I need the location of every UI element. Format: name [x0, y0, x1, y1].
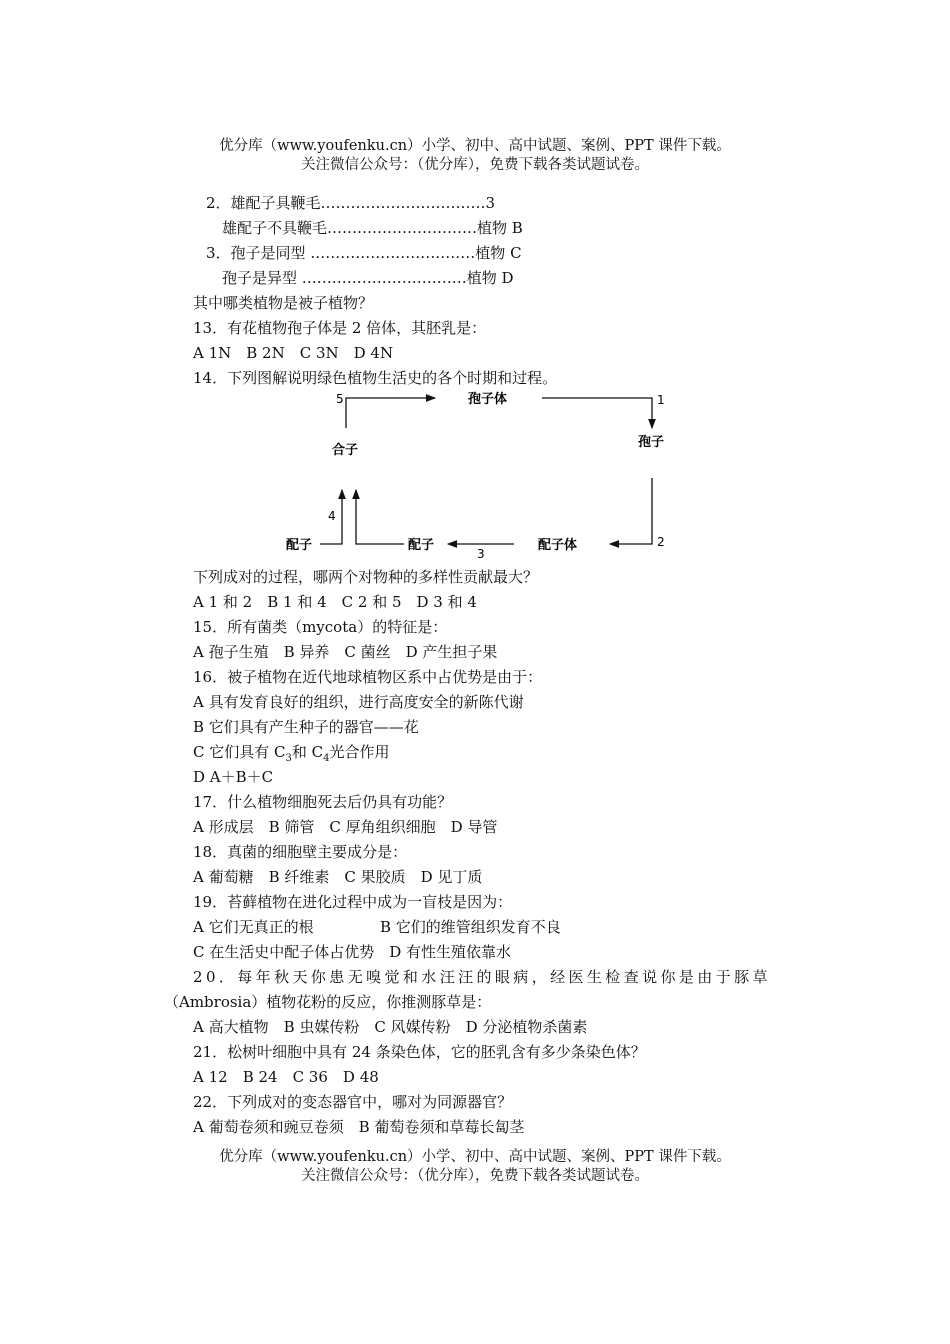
number-3: 3: [477, 547, 485, 558]
life-cycle-diagram: [280, 388, 680, 558]
q21-stem: 21．松树叶细胞中具有 24 条染色体，它的胚乳含有多少条染色体？: [193, 1043, 646, 1061]
header-line-1: 优分库（www.youfenku.cn）小学、初中、高中试题、案例、PPT 课件下载。: [219, 138, 731, 154]
q16-stem: 16．被子植物在近代地球植物区系中占优势是由于：: [193, 668, 543, 686]
q18-stem: 18．真菌的细胞壁主要成分是：: [193, 843, 408, 861]
q19-option-a: A 它们无真正的根: [193, 918, 314, 936]
q14-question: 下列成对的过程，哪两个对物种的多样性贡献最大？: [193, 568, 539, 586]
q16-c-mid: 和 C: [291, 743, 324, 761]
number-2: 2: [657, 535, 665, 549]
arrow-2: [610, 478, 652, 544]
q21-options: A 12 B 24 C 36 D 48: [193, 1068, 379, 1086]
q16-c-sub2: 4: [323, 753, 330, 764]
number-5: 5: [336, 392, 344, 406]
q16-c-sub1: 3: [285, 753, 292, 764]
header-line-2: 关注微信公众号：（优分库），免费下载各类试题试卷。: [301, 157, 649, 173]
q16-option-d: D A＋B＋C: [193, 768, 274, 786]
q18-options: A 葡萄糖 B 纤维素 C 果胶质 D 见丁质: [193, 868, 483, 886]
label-gamete-mid: 配子: [408, 538, 435, 553]
key-line-1: 2．雄配子具鞭毛……………………………3: [206, 194, 496, 212]
footer-line-1: 优分库（www.youfenku.cn）小学、初中、高中试题、案例、PPT 课件下载。: [219, 1149, 731, 1165]
q16-c-pre: C 它们具有 C: [193, 743, 286, 761]
q14-options: A 1 和 2 B 1 和 4 C 2 和 5 D 3 和 4: [193, 593, 477, 611]
q16-c-post: 光合作用: [329, 743, 390, 761]
q19-options-cd: C 在生活史中配子体占优势 D 有性生殖依靠水: [193, 943, 512, 961]
q20-stem-1: 20．每年秋天你患无嗅觉和水汪汪的眼病，经医生检查说你是由于豚草: [193, 968, 771, 986]
q13-options: A 1N B 2N C 3N D 4N: [193, 344, 394, 362]
q22-options: A 葡萄卷须和豌豆卷须 B 葡萄卷须和草莓长匐茎: [193, 1118, 525, 1136]
q16-option-a: A 具有发育良好的组织，进行高度安全的新陈代谢: [193, 693, 524, 711]
label-sporophyte: 孢子体: [468, 392, 508, 407]
page-header: [0, 137, 950, 175]
footer-line-2: 关注微信公众号：（优分库），免费下载各类试题试卷。: [301, 1168, 649, 1184]
q17-options: A 形成层 B 筛管 C 厚角组织细胞 D 导管: [193, 818, 498, 836]
q22-stem: 22．下列成对的变态器官中，哪对为同源器官？: [193, 1093, 513, 1111]
label-zygote: 合子: [332, 443, 359, 458]
q16-option-c: [193, 742, 390, 769]
q19-option-b: B 它们的维管组织发育不良: [380, 918, 561, 936]
page-footer: [0, 1148, 950, 1186]
q20-options: A 高大植物 B 虫媒传粉 C 风媒传粉 D 分泌植物杀菌素: [193, 1018, 588, 1036]
arrow-5: [346, 398, 435, 428]
label-gamete-left: 配子: [286, 538, 313, 553]
q15-stem: 15．所有菌类（mycota）的特征是：: [193, 618, 448, 636]
q13-stem: 13．有花植物孢子体是 2 倍体，其胚乳是：: [193, 319, 487, 337]
q17-stem: 17．什么植物细胞死去后仍具有功能？: [193, 793, 453, 811]
number-4: 4: [328, 509, 336, 523]
number-1: 1: [657, 393, 665, 407]
key-line-4: 孢子是异型 ……………………………植物 D: [222, 269, 514, 287]
label-spore: 孢子: [638, 435, 665, 450]
key-question: 其中哪类植物是被子植物？: [193, 294, 374, 312]
q19-stem: 19．苔藓植物在进化过程中成为一盲枝是因为：: [193, 893, 513, 911]
key-line-3: 3．孢子是同型 ……………………………植物 C: [206, 244, 522, 262]
q20-stem-2: （Ambrosia）植物花粉的反应，你推测豚草是：: [164, 993, 492, 1011]
key-line-2: 雄配子不具鞭毛…………………………植物 B: [222, 219, 523, 237]
q15-options: A 孢子生殖 B 异养 C 菌丝 D 产生担子果: [193, 643, 498, 661]
arrow-1: [542, 398, 652, 428]
q14-stem: 14．下列图解说明绿色植物生活史的各个时期和过程。: [193, 369, 558, 387]
arrow-4a: [356, 490, 404, 544]
q16-option-b: B 它们具有产生种子的器官——花: [193, 718, 419, 736]
label-gametophyte: 配子体: [538, 538, 578, 553]
